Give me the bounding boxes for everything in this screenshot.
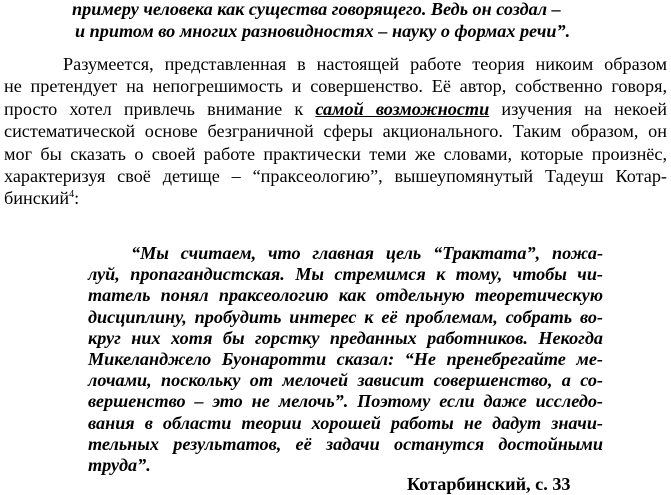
block-quote-line-3: татель понял праксеологию как отдельную теоретическую	[88, 285, 603, 306]
paragraph-line-4: систематической основе безграничной сферы акционального. Таким образом, он	[4, 121, 667, 141]
block-quote-line-2: луй, пропагандистская. Мы стремимся к тому, чтобы чи-	[88, 264, 603, 285]
block-quote-line-7: лочами, поскольку от мелочей зависит совершенство, а со-	[88, 370, 603, 391]
block-quote-line-10: тельных результатов, её задачи останутся достойными	[88, 433, 603, 454]
paragraph-line-1: Разумеется, представленная в настоящей работе теория никоим образом	[63, 54, 667, 74]
quote-tail-line-1: примеру человека как существа говорящего. Ведь он создал –	[72, 0, 561, 19]
block-quote-line-1: “Мы считаем, что главная цель “Трактата”, пожа-	[131, 243, 603, 263]
emphasized-phrase: самой возможности	[315, 99, 490, 119]
paragraph-line-7	[4, 187, 79, 209]
quote-tail-line-2: и притом во многих разновидностях – науку о формах речи”.	[75, 21, 571, 41]
block-quote-line-4: дисциплину, пробудить интерес к её проблемам, собрать во-	[88, 306, 603, 327]
block-quote-line-11: труда”.	[88, 455, 151, 475]
quote-attribution: Котарбинский, с. 33	[407, 474, 571, 495]
footnote-mark: 4	[69, 188, 75, 200]
paragraph-line-3-after: изучения на некоей	[501, 99, 668, 119]
paragraph-line-3-before: просто хотел привлечь внимание к	[4, 99, 304, 119]
block-quote-line-8: вершенство – это не мелочь”. Поэтому если даже исследо-	[88, 391, 603, 412]
paragraph-line-3	[4, 98, 667, 120]
paragraph-line-7-text: бинский	[4, 188, 70, 208]
block-quote-line-5: круг них хотя бы горстку преданных работников. Некогда	[88, 327, 603, 348]
block-quote-line-6: Микеланджело Буонаротти сказал: “Не пренебрегайте ме-	[88, 349, 603, 369]
paragraph-line-7-tail: :	[74, 188, 80, 208]
paragraph-line-5: мог бы сказать о своей работе практически теми же словами, которые произнёс,	[4, 144, 667, 164]
paragraph-line-6: характеризуя своё детище – “праксеологию”, вышеупомянутый Тадеуш Котар-	[4, 166, 667, 186]
block-quote-line-9: вания в области теории хорошей работы не дадут значи-	[88, 412, 603, 433]
paragraph-line-2: не претендует на непогрешимость и совершенство. Её автор, собственно говоря,	[4, 76, 667, 96]
